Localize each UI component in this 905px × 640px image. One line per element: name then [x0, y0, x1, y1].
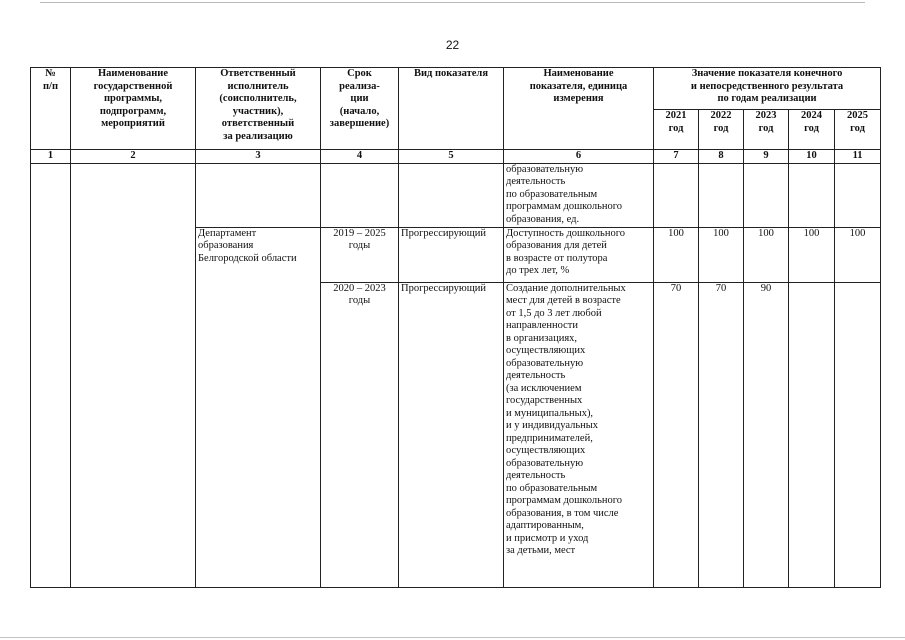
cell-indicator-kind — [399, 163, 504, 227]
cell-value-2022: 100 — [699, 227, 744, 282]
cell-indicator-name: Доступность дошкольного образования для детей в возрасте от полутора до трех лет, % — [504, 227, 654, 282]
cell-period — [321, 163, 399, 227]
cell-value-2025: 100 — [835, 227, 881, 282]
column-number: 1 — [31, 150, 71, 164]
header-values-by-year: Значение показателя конечного и непосредственного результата по годам реализации — [654, 68, 881, 110]
column-number: 8 — [699, 150, 744, 164]
cell-period: 2020 – 2023 годы — [321, 282, 399, 587]
column-number: 6 — [504, 150, 654, 164]
page-number: 22 — [445, 38, 460, 52]
program-indicators-table — [30, 67, 881, 588]
header-indicator-kind: Вид показателя — [399, 68, 504, 150]
header-indicator-name: Наименование показателя, единица измерения — [504, 68, 654, 150]
header-year-2024: 2024 год — [789, 110, 835, 150]
cell-value-2022 — [699, 163, 744, 227]
header-executor: Ответственный исполнитель (соисполнитель, участник), ответственный за реализацию — [196, 68, 321, 150]
header-year-2022: 2022 год — [699, 110, 744, 150]
cell-indicator-name: Создание дополнительных мест для детей в возрасте от 1,5 до 3 лет любой направленности в организациях, осуществляющих образовательную деятельность (за исключением государственных и муниципальных), и у индивидуальных предпринимателей, осуществляющих образовательную деятельность по образовательным программам дошкольного образования, в том числе адаптированным, и присмотр и уход за детьми, мест — [504, 282, 654, 587]
cell-value-2023: 100 — [744, 227, 789, 282]
scan-bottom-edge — [0, 637, 905, 638]
column-number: 10 — [789, 150, 835, 164]
column-number: 4 — [321, 150, 399, 164]
cell-number — [31, 163, 71, 587]
cell-value-2021 — [654, 163, 699, 227]
header-year-2025: 2025 год — [835, 110, 881, 150]
cell-executor — [196, 163, 321, 227]
cell-value-2024 — [789, 163, 835, 227]
column-number: 3 — [196, 150, 321, 164]
cell-period: 2019 – 2025 годы — [321, 227, 399, 282]
cell-value-2024 — [789, 282, 835, 587]
cell-value-2024: 100 — [789, 227, 835, 282]
header-program-name: Наименование государственной программы, подпрограмм, мероприятий — [71, 68, 196, 150]
cell-program-name — [71, 163, 196, 587]
cell-executor: Департамент образования Белгородской области — [196, 227, 321, 587]
cell-indicator-kind: Прогрессирующий — [399, 282, 504, 587]
column-number: 2 — [71, 150, 196, 164]
header-number: № п/п — [31, 68, 71, 150]
column-number: 5 — [399, 150, 504, 164]
cell-value-2023: 90 — [744, 282, 789, 587]
column-number: 7 — [654, 150, 699, 164]
scan-top-edge — [40, 2, 865, 3]
column-numbers-row — [31, 150, 881, 164]
header-year-2021: 2021 год — [654, 110, 699, 150]
table-row — [31, 163, 881, 227]
cell-value-2023 — [744, 163, 789, 227]
cell-value-2025 — [835, 163, 881, 227]
cell-value-2025 — [835, 282, 881, 587]
cell-indicator-kind: Прогрессирующий — [399, 227, 504, 282]
header-period: Срок реализа- ции (начало, завершение) — [321, 68, 399, 150]
cell-indicator-name: образовательную деятельность по образовательным программам дошкольного образования, ед. — [504, 163, 654, 227]
header-year-2023: 2023 год — [744, 110, 789, 150]
column-number: 11 — [835, 150, 881, 164]
cell-value-2021: 100 — [654, 227, 699, 282]
cell-value-2022: 70 — [699, 282, 744, 587]
cell-value-2021: 70 — [654, 282, 699, 587]
column-number: 9 — [744, 150, 789, 164]
